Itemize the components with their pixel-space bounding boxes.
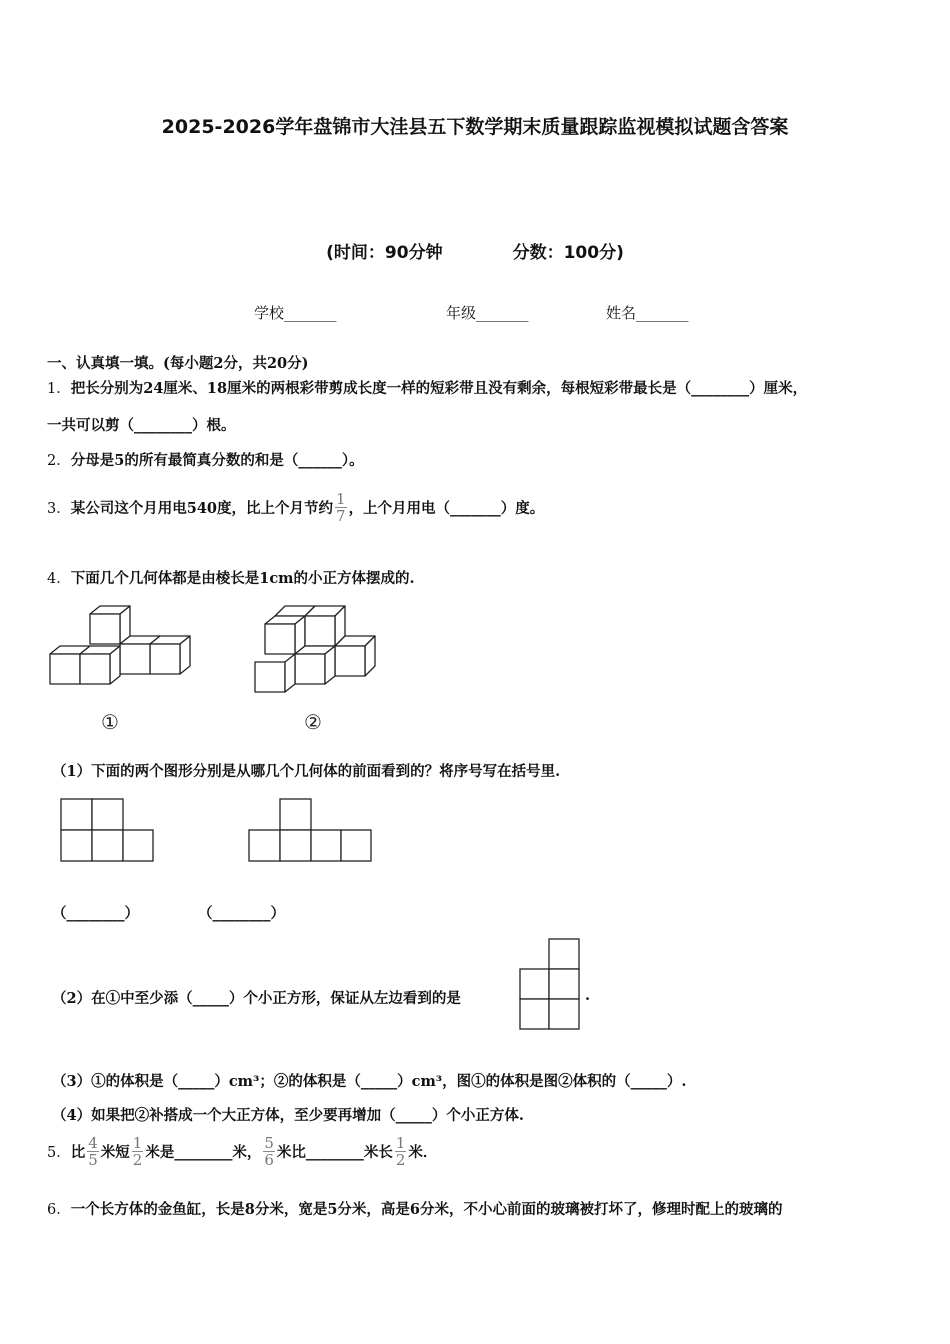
- answer-blank-a: （________）: [52, 905, 139, 922]
- sub-question-2: [52, 987, 461, 1008]
- front-view-b: [247, 797, 374, 863]
- solid-figure-2: [253, 602, 378, 697]
- question-text-b: ，上个月用电（_______）度。: [348, 499, 545, 517]
- score-label: 分数：100分): [512, 243, 624, 263]
- fraction-numerator: 4: [88, 1133, 98, 1152]
- exam-meta: [0, 238, 950, 263]
- question-5: [47, 1130, 437, 1172]
- sub-question-3: （3）①的体积是（_____）cm³；②的体积是（_____）cm³，图①的体积是图②体积的（_____）.: [52, 1073, 687, 1090]
- front-view-a: [59, 797, 155, 863]
- question-text: 分母是5的所有最简真分数的和是（______）。: [70, 452, 364, 469]
- fraction-numerator: 1: [336, 489, 346, 508]
- sub-question-2-text: （2）在①中至少添（_____）个小正方形，保证从左边看到的是: [52, 990, 461, 1007]
- fraction: [132, 1135, 144, 1168]
- fraction-denominator: 7: [336, 506, 346, 525]
- question-number: 6．: [47, 1202, 71, 1218]
- sub-question-2-period: .: [585, 987, 591, 1004]
- question-text: 下面几个几何体都是由棱长是1cm的小正方体摆成的.: [70, 570, 415, 587]
- fraction-numerator: 5: [264, 1133, 274, 1152]
- question-2: [47, 449, 364, 470]
- page-title: 2025-2026学年盘锦市大洼县五下数学期末质量跟踪监视模拟试题含答案: [161, 116, 789, 138]
- question-text: 一个长方体的金鱼缸，长是8分米，宽是5分米，高是6分米，不小心前面的玻璃被打坏了，修理时配上的玻璃的: [70, 1201, 783, 1218]
- question-3: [47, 484, 544, 530]
- fraction: [395, 1135, 407, 1168]
- sub-question-4: （4）如果把②补搭成一个大正方体，至少要再增加（_____）个小正方体.: [52, 1107, 524, 1124]
- question-number: 1．: [47, 381, 71, 397]
- question-text: 米比________米长: [276, 1143, 393, 1161]
- question-number: 3．: [47, 500, 71, 517]
- answer-blank-b: （________）: [198, 905, 285, 922]
- fraction-numerator: 1: [395, 1133, 406, 1152]
- fraction-denominator: 6: [264, 1150, 274, 1169]
- section-heading: 一、认真填一填。(每小题2分，共20分): [47, 355, 309, 372]
- question-4: [47, 567, 415, 588]
- question-number: 2．: [47, 453, 71, 469]
- question-number: 5．: [47, 1144, 71, 1161]
- time-label: (时间：90分钟: [326, 243, 443, 263]
- question-number: 4．: [47, 571, 71, 587]
- question-1: [47, 377, 807, 398]
- question-text: 把长分别为24厘米、18厘米的两根彩带剪成长度一样的短彩带且没有剩余，每根短彩带最长是（________）厘米，: [70, 380, 808, 397]
- fraction-denominator: 5: [88, 1150, 98, 1169]
- figure-label-2: ②: [304, 710, 322, 734]
- fraction: [263, 1135, 275, 1168]
- question-1-line2: 一共可以剪（________）根。: [47, 417, 236, 434]
- question-text: 米是________米，: [145, 1143, 262, 1161]
- grade-field: 年级_______: [446, 304, 529, 322]
- sub-question-1: （1）下面的两个图形分别是从哪几个几何体的前面看到的？将序号写在括号里.: [52, 763, 561, 780]
- fraction: [335, 491, 347, 524]
- question-6: [47, 1198, 783, 1219]
- fraction-numerator: 1: [132, 1133, 143, 1152]
- fraction-denominator: 2: [132, 1150, 143, 1169]
- figure-label-1: ①: [101, 710, 119, 734]
- school-field: 学校_______: [254, 304, 337, 322]
- question-text: 米．: [408, 1143, 438, 1161]
- left-view-figure: [518, 937, 582, 1032]
- question-text: 米短: [100, 1143, 130, 1161]
- solid-figure-1: [48, 602, 193, 692]
- question-text: 比: [70, 1143, 86, 1161]
- name-field: 姓名_______: [606, 304, 689, 322]
- fraction-denominator: 2: [395, 1150, 406, 1169]
- question-text-a: 某公司这个月用电540度，比上个月节约: [70, 499, 334, 517]
- fraction: [87, 1135, 99, 1168]
